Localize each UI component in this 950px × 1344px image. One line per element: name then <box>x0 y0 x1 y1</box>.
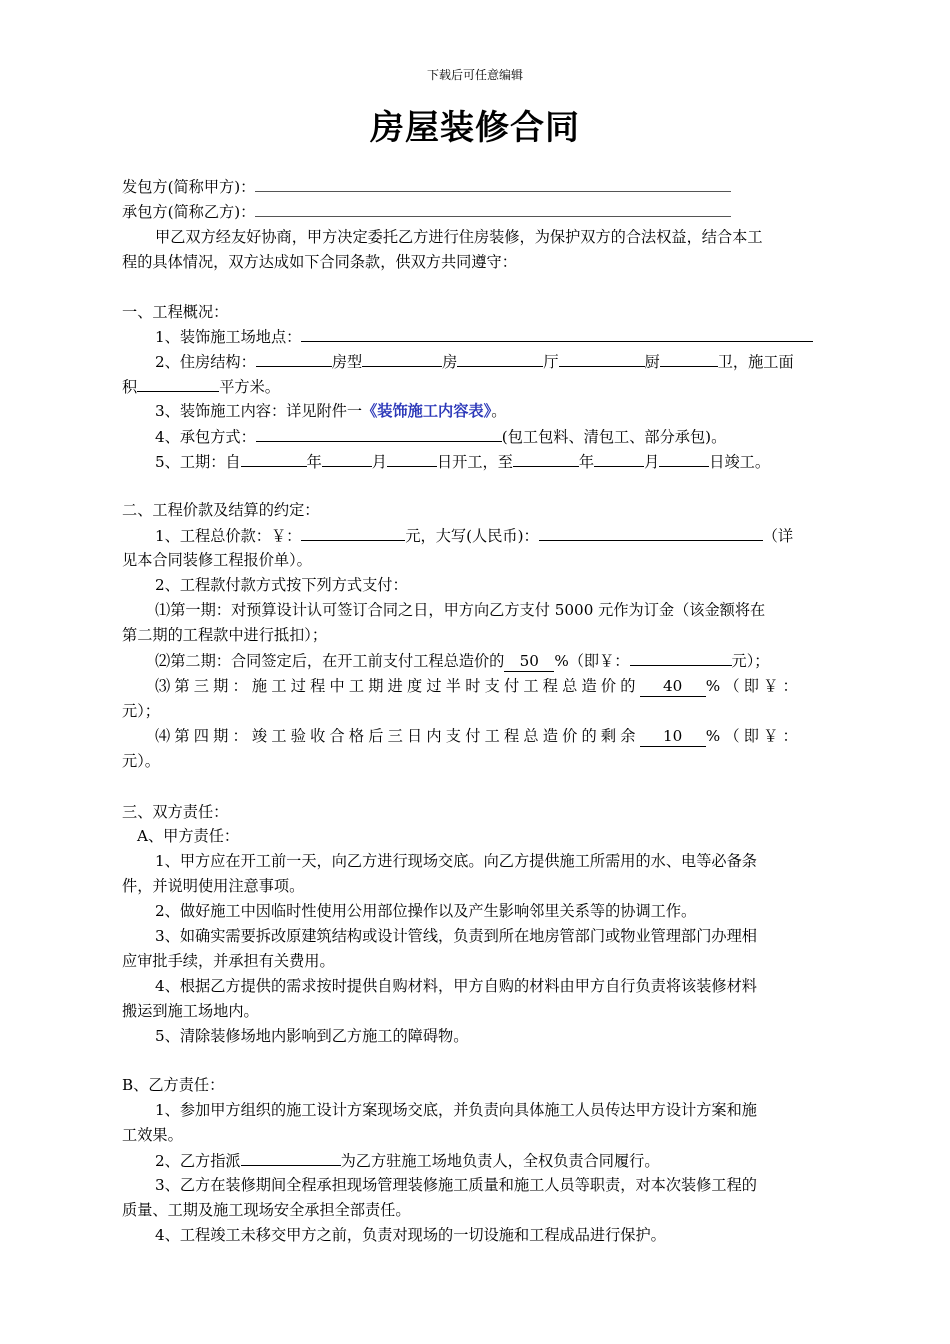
text-ie-yen-4: %（即￥： <box>705 727 802 745</box>
a-duty-5: 5、清除装修场地内影响到乙方施工的障碍物。 <box>155 1027 469 1045</box>
payment-4-label: ⑷第四期：竣工验收合格后三日内支付工程总造价的剩余 <box>155 727 640 745</box>
end-month-field[interactable] <box>594 451 644 467</box>
party-a-duties-heading: A、甲方责任： <box>137 827 240 845</box>
s2-payment-1-line-2: 第二期的工程款中进行抵扣）； <box>122 626 328 644</box>
s1-item-2 <box>155 351 794 372</box>
payment-2-percent[interactable]: 50 <box>504 651 554 672</box>
s2-item-2: 2、工程款付款方式按下列方式支付： <box>155 576 408 594</box>
a-duty-3-line-2: 应审批手续，并承担有关费用。 <box>122 952 335 970</box>
attachment-link[interactable]: 《装饰施工内容表》 <box>362 402 492 420</box>
b-duty-3-line-1: 3、乙方在装修期间全程承担现场管理装修施工质量和施工人员等职责，对本次装修工程的 <box>155 1176 757 1194</box>
section-2-heading: 二、工程价款及结算的约定： <box>122 501 320 519</box>
s1-item-1 <box>155 326 813 347</box>
total-price-field[interactable] <box>301 525 405 541</box>
start-month-field[interactable] <box>322 451 372 467</box>
end-day-field[interactable] <box>659 451 709 467</box>
total-price-capital-field[interactable] <box>539 525 763 541</box>
text-year-2: 年 <box>578 453 595 471</box>
start-day-field[interactable] <box>387 451 437 467</box>
s2-payment-3-cont: 元）； <box>122 702 160 720</box>
text-room-type: 房型 <box>331 353 363 371</box>
s2-payment-4-cont: 元）。 <box>122 752 160 770</box>
s1-item-2-cont <box>122 376 280 397</box>
payment-3-label: ⑶第三期：施工过程中工期进度过半时支付工程总造价的 <box>155 677 640 695</box>
contract-mode-options: (包工包料、清包工、部分承包)。 <box>501 428 727 446</box>
s2-payment-1-line-1: ⑴第一期：对预算设计认可签订合同之日，甲方向乙方支付 5000 元作为订金（该金额将在 <box>155 601 766 619</box>
s2-payment-2 <box>155 650 769 672</box>
text-ie-yen: %（即￥： <box>554 652 630 670</box>
s1-item-5-label: 5、工期：自 <box>155 453 241 471</box>
a-duty-4-line-2: 搬运到施工场地内。 <box>122 1002 259 1020</box>
b-duty-4: 4、工程竣工未移交甲方之前，负责对现场的一切设施和工程成品进行保护。 <box>155 1226 666 1244</box>
text-bath-area: 卫，施工面 <box>717 353 794 371</box>
payment-2-label: ⑵第二期：合同签定后，在开工前支付工程总造价的 <box>155 652 505 670</box>
a-duty-4-line-1: 4、根据乙方提供的需求按时提供自购材料，甲方自购的材料由甲方自行负责将该装修材料 <box>155 977 757 995</box>
party-a-label: 发包方(简称甲方)： <box>122 178 256 196</box>
text-see: （详 <box>762 527 794 545</box>
text-month-2: 月 <box>644 453 660 471</box>
s1-item-1-label: 1、装饰施工场地点： <box>155 328 302 346</box>
s1-item-4-label: 4、承包方式： <box>155 428 256 446</box>
s2-payment-4 <box>155 726 802 747</box>
party-a-field[interactable] <box>255 176 731 192</box>
start-year-field[interactable] <box>241 451 307 467</box>
contract-mode-field[interactable] <box>256 426 502 442</box>
site-address-field[interactable] <box>301 326 813 342</box>
area-field[interactable] <box>137 376 219 392</box>
s2-item-1-label: 1、工程总价款：￥： <box>155 527 302 545</box>
party-b-label: 承包方(简称乙方)： <box>122 203 256 221</box>
rooms-field[interactable] <box>362 351 442 367</box>
s2-item-1 <box>155 525 793 546</box>
header-note: 下载后可任意编辑 <box>426 68 523 82</box>
s1-item-4 <box>155 426 726 447</box>
text-end: 日竣工。 <box>709 453 771 471</box>
text-ji: 积 <box>122 378 138 396</box>
text-hall: 厅 <box>543 353 559 371</box>
party-a-line <box>122 176 731 197</box>
b-duty-1-line-1: 1、参加甲方组织的施工设计方案现场交底，并负责向具体施工人员传达甲方设计方案和施 <box>155 1101 757 1119</box>
payment-2-amount-field[interactable] <box>630 650 732 666</box>
text-kitchen: 厨 <box>644 353 660 371</box>
b-duty-2-label: 2、乙方指派 <box>155 1152 241 1170</box>
end-year-field[interactable] <box>513 451 579 467</box>
party-b-field[interactable] <box>255 201 731 217</box>
s1-item-5 <box>155 451 770 472</box>
text-period: 。 <box>491 402 507 420</box>
s1-item-2-label: 2、住房结构： <box>155 353 256 371</box>
payment-3-percent[interactable]: 40 <box>640 676 706 697</box>
b-duty-2-text: 为乙方驻施工场地负责人，全权负责合同履行。 <box>340 1152 660 1170</box>
a-duty-1-line-2: 件，并说明使用注意事项。 <box>122 877 305 895</box>
kitchens-field[interactable] <box>559 351 645 367</box>
s1-item-3-label: 3、装饰施工内容：详见附件一 <box>155 402 363 420</box>
text-month: 月 <box>371 453 387 471</box>
text-start: 日开工，至 <box>436 453 513 471</box>
s2-item-1-cont: 见本合同装修工程报价单）。 <box>122 551 312 569</box>
party-b-line <box>122 201 731 222</box>
b-duty-2 <box>155 1150 660 1171</box>
site-manager-field[interactable] <box>241 1150 341 1166</box>
intro-line-1: 甲乙双方经友好协商，甲方决定委托乙方进行住房装修，为保护双方的合法权益，结合本工 <box>155 228 763 246</box>
page-title: 房屋装修合同 <box>370 108 580 148</box>
b-duty-3-line-2: 质量、工期及施工现场安全承担全部责任。 <box>122 1201 411 1219</box>
text-sqm: 平方米。 <box>219 378 280 396</box>
intro-line-2: 程的具体情况，双方达成如下合同条款，供双方共同遵守： <box>122 253 517 271</box>
section-1-heading: 一、工程概况： <box>122 303 229 321</box>
party-b-duties-heading: B、乙方责任： <box>122 1076 225 1094</box>
text-year: 年 <box>306 453 322 471</box>
payment-4-percent[interactable]: 10 <box>640 726 706 747</box>
a-duty-1-line-1: 1、甲方应在开工前一天，向乙方进行现场交底。向乙方提供施工所需用的水、电等必备条 <box>155 852 757 870</box>
halls-field[interactable] <box>457 351 543 367</box>
b-duty-1-line-2: 工效果。 <box>122 1126 183 1144</box>
a-duty-3-line-1: 3、如确实需要拆改原建筑结构或设计管线，负责到所在地房管部门或物业管理部门办理相 <box>155 927 757 945</box>
text-ie-yen-3: %（即￥： <box>705 677 802 695</box>
structure-field[interactable] <box>256 351 332 367</box>
s2-payment-3 <box>155 676 802 697</box>
a-duty-2: 2、做好施工中因临时性使用公用部位操作以及产生影响邻里关系等的协调工作。 <box>155 902 697 920</box>
text-yuan-capital: 元，大写(人民币)： <box>405 527 539 545</box>
text-room: 房 <box>442 353 458 371</box>
s1-item-3 <box>155 401 506 421</box>
text-yuan-end: 元）； <box>731 652 770 670</box>
baths-field[interactable] <box>660 351 718 367</box>
section-3-heading: 三、双方责任： <box>122 803 229 821</box>
